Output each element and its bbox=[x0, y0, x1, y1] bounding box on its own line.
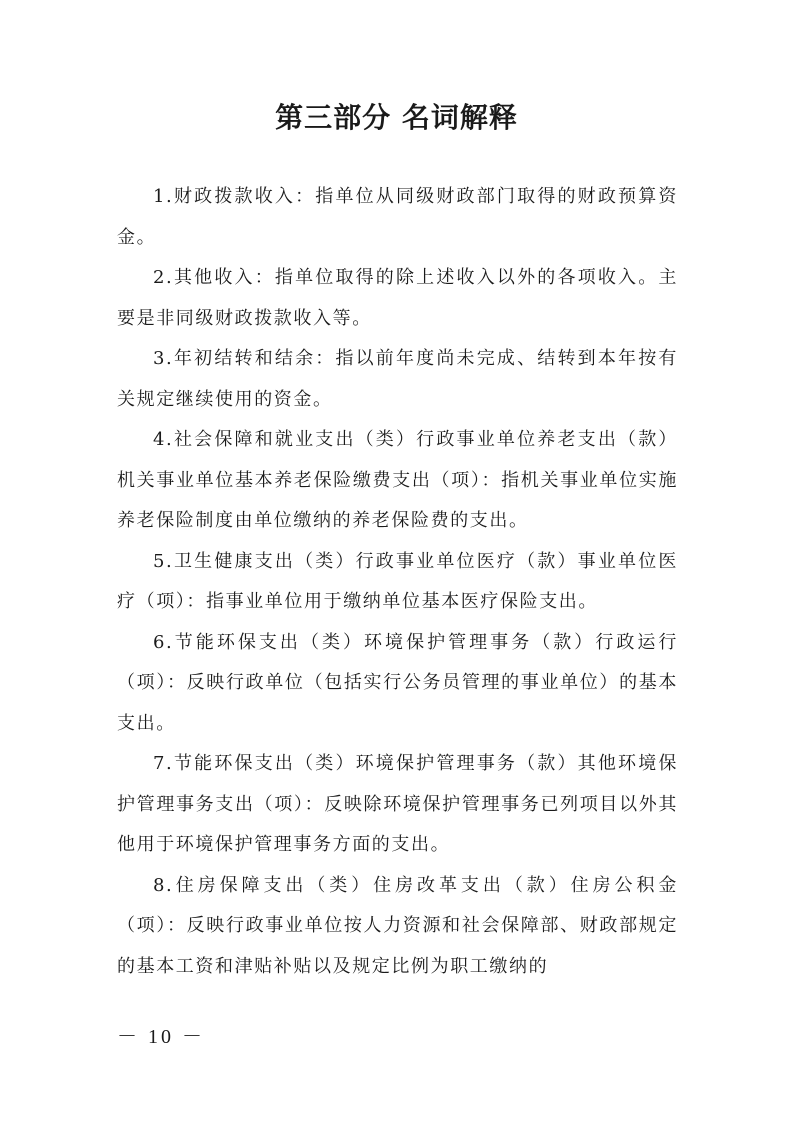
glossary-entry-4: 4.社会保障和就业支出（类）行政事业单位养老支出（款）机关事业单位基本养老保险缴费支出（项）：指机关事业单位实施养老保险制度由单位缴纳的养老保险费的支出。 bbox=[117, 429, 678, 531]
page-number: － 10 － bbox=[117, 1026, 205, 1048]
glossary-entry-5: 5.卫生健康支出（类）行政事业单位医疗（款）事业单位医疗（项）：指事业单位用于缴纳单位基本医疗保险支出。 bbox=[117, 550, 678, 612]
glossary-entry-8: 8.住房保障支出（类）住房改革支出（款）住房公积金（项）：反映行政事业单位按人力资源和社会保障部、财政部规定的基本工资和津贴补贴以及规定比例为职工缴纳的 bbox=[117, 874, 678, 977]
glossary-entry-7: 7.节能环保支出（类）环境保护管理事务（款）其他环境保护管理事务支出（项）：反映除环境保护管理事务已列项目以外其他用于环境保护管理事务方面的支出。 bbox=[117, 753, 678, 855]
glossary-entry-6: 6.节能环保支出（类）环境保护管理事务（款）行政运行（项）：反映行政单位（包括实行公务员管理的事业单位）的基本支出。 bbox=[117, 631, 678, 734]
page-title: 第三部分 名词解释 bbox=[275, 101, 518, 134]
glossary-entry-1: 1.财政拨款收入：指单位从同级财政部门取得的财政预算资金。 bbox=[117, 186, 678, 248]
glossary-entry-3: 3.年初结转和结余：指以前年度尚未完成、结转到本年按有关规定继续使用的资金。 bbox=[117, 348, 678, 410]
glossary-body bbox=[117, 177, 678, 987]
glossary-entry-2: 2.其他收入：指单位取得的除上述收入以外的各项收入。主要是非同级财政拨款收入等。 bbox=[117, 267, 678, 329]
